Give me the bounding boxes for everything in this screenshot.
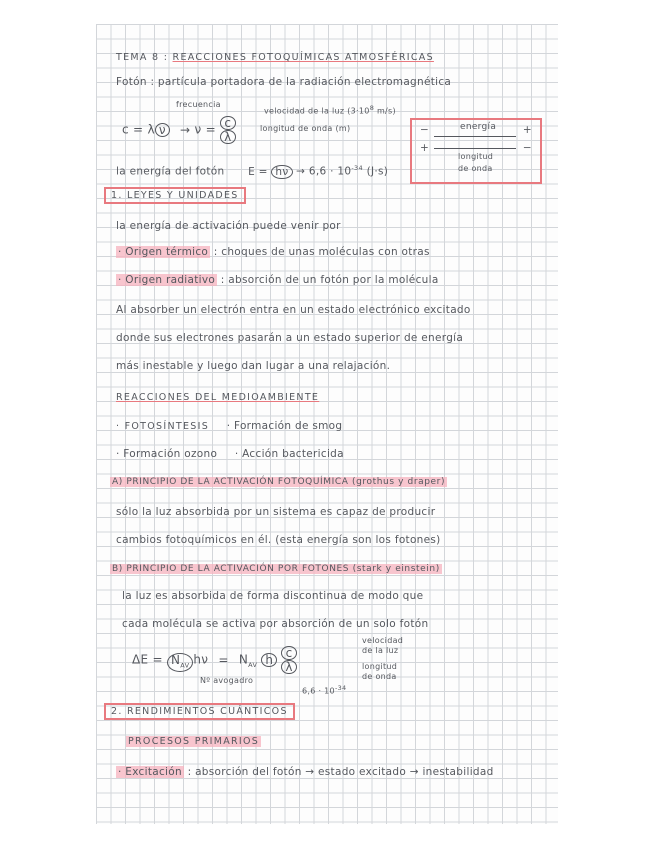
energy-arrow <box>434 136 516 137</box>
principio-b-line-1: la luz es absorbida de forma discontinua de modo que <box>122 590 424 602</box>
section-1-heading: 1. LEYES Y UNIDADES <box>104 190 246 201</box>
reacciones-heading: REACCIONES DEL MEDIOAMBIENTE <box>116 392 320 403</box>
page-title: TEMA 8 : REACCIONES FOTOQUÍMICAS ATMOSFÉRICAS <box>116 52 434 63</box>
principio-b-line-2: cada molécula se activa por absorción de un solo fotón <box>122 618 429 630</box>
wavelength-arrow <box>434 148 516 149</box>
procesos-primarios-heading: PROCESOS PRIMARIOS <box>128 736 260 747</box>
paragraph-line-1: Al absorber un electrón entra en un estado electrónico excitado <box>116 304 471 316</box>
energia-foton: la energía del fotón $E = h\nu \to 6,6 \cdot 10^{-34}$ (J·s) <box>116 164 389 178</box>
activation-intro: la energía de activación puede venir por <box>116 220 341 232</box>
reacciones-row-2: · Formación ozono · Acción bactericida <box>116 448 344 460</box>
velocidad-annotation: velocidad de la luz ($3\cdot 10^8$ m/s) <box>264 104 396 116</box>
principio-a-heading: A) PRINCIPIO DE LA ACTIVACIÓN FOTOQUÍMICA (grothus y draper) <box>112 477 446 487</box>
energy-wavelength-box: − energía + + − longitud de onda <box>410 118 542 184</box>
paragraph-line-2: donde sus electrones pasarán a un estado superior de energía <box>116 332 464 344</box>
frecuencia-annotation: frecuencia <box>176 100 221 109</box>
section-2-heading: 2. RENDIMIENTOS CUÁNTICOS <box>104 706 295 717</box>
paragraph-line-3: más inestable y luego dan lugar a una relajación. <box>116 360 391 372</box>
principio-a-line-2: cambios fotoquímicos en él. (esta energía son los fotones) <box>116 534 441 546</box>
de-velocidad-annotation: velocidad de la luz <box>362 636 404 655</box>
planck-annotation: $6,6 \cdot 10^{-34}$ <box>302 684 347 696</box>
reacciones-row-1: · FOTOSÍNTESIS · Formación de smog <box>116 420 343 432</box>
excitacion-line: · Excitación : absorción del fotón → estado excitado → inestabilidad <box>118 766 494 778</box>
principio-b-heading: B) PRINCIPIO DE LA ACTIVACIÓN POR FOTONES (stark y einstein) <box>112 564 440 574</box>
formula-c: c = λ ν → ν = $\frac{c}{\lambda}$ <box>122 116 236 144</box>
longitud-annotation: longitud de onda (m) <box>260 124 351 133</box>
avogadro-annotation: Nº avogadro <box>200 676 254 685</box>
origen-radiativo: · Origen radiativo : absorción de un fotón por la molécula <box>118 274 439 286</box>
origen-termico: · Origen térmico : choques de unas moléculas con otras <box>118 246 430 258</box>
formula-delta-e: $\Delta E = N_{AV}$ $h\nu = N_{AV}$ h $\frac{c}{\lambda}$ <box>132 646 297 674</box>
principio-a-line-1: sólo la luz absorbida por un sistema es capaz de producir <box>116 506 436 518</box>
foton-definition: Fotón : partícula portadora de la radiación electromagnética <box>116 76 452 88</box>
de-longitud-annotation: longitud de onda <box>362 662 398 681</box>
notebook-page <box>96 24 558 824</box>
